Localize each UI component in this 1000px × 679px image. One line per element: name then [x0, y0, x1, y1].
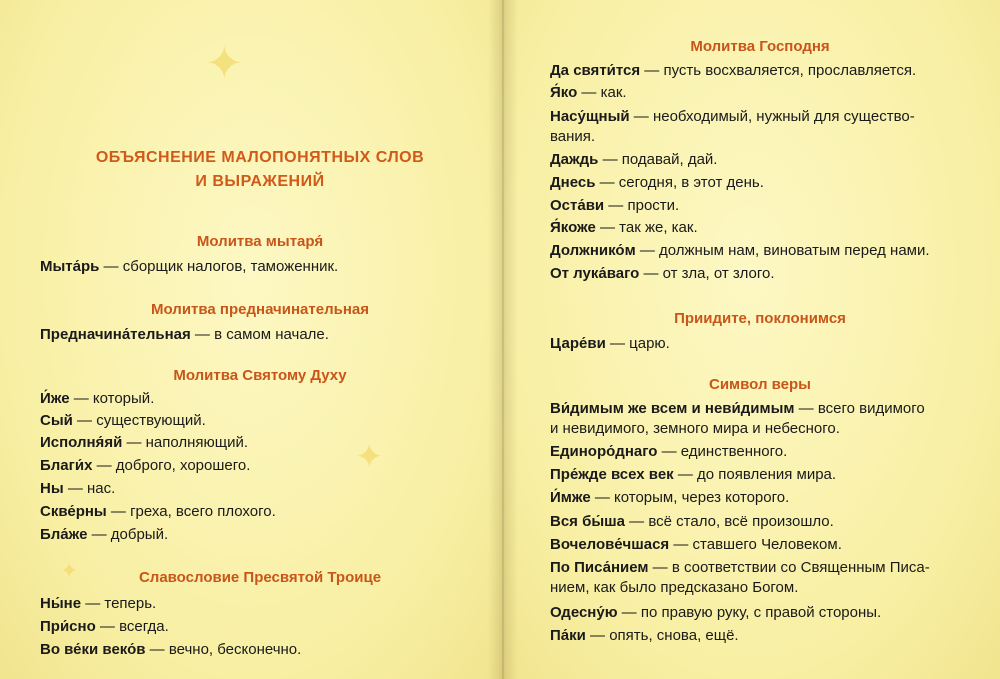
entry-definition: — доброго, хорошего.: [92, 457, 251, 474]
entry-definition: — всё стало, всё произошло.: [625, 513, 834, 530]
entry-term: Единоро́днаго: [550, 443, 658, 460]
entry-term: Царе́ви: [550, 335, 606, 352]
glossary-entry: [550, 442, 787, 462]
entry-term: Мыта́рь: [40, 258, 100, 275]
entry-term: Днесь: [550, 174, 596, 191]
glossary-entry: [40, 433, 248, 453]
entry-term: И́же: [40, 390, 70, 407]
star-decoration: ✦: [355, 438, 384, 476]
glossary-entry: [550, 61, 916, 81]
glossary-entry: [550, 399, 925, 439]
entry-term: Даждь: [550, 151, 599, 168]
section-heading: Молитва мытаря́: [196, 233, 324, 250]
section-heading: Молитва Святому Духу: [173, 367, 347, 384]
entry-term: Бла́же: [40, 526, 88, 543]
entry-definition: — должным нам, виноватым перед нами.: [635, 242, 930, 259]
right-page: [500, 0, 1000, 679]
entry-definition: — в соответствии со Священным Писа-: [648, 559, 930, 576]
entry-definition: — сборщик налогов, таможенник.: [99, 258, 339, 275]
entry-continuation: и невидимого, земного мира и небесного.: [550, 420, 840, 437]
glossary-entry: [40, 640, 301, 660]
glossary-entry: [550, 150, 717, 170]
glossary-entry: [550, 626, 739, 646]
entry-definition: — опять, снова, ещё.: [585, 627, 739, 644]
entry-term: Скве́рны: [40, 503, 107, 520]
entry-definition: — до появления мира.: [673, 466, 837, 483]
section-heading: Молитва предначинательная: [151, 301, 369, 318]
glossary-entry: [40, 456, 250, 476]
entry-term: По Писа́нием: [550, 559, 649, 576]
entry-term: Пре́жде всех век: [550, 466, 674, 483]
entry-term: Да святи́тся: [550, 62, 641, 79]
entry-term: Одесну́ю: [550, 604, 618, 621]
glossary-entry: [550, 334, 670, 354]
entry-term: Должнико́м: [550, 242, 636, 259]
entry-definition: — единственного.: [657, 443, 788, 460]
glossary-entry: [550, 535, 842, 555]
glossary-entry: [40, 594, 156, 614]
title-line-1: ОБЪЯСНЕНИЕ МАЛОПОНЯТНЫХ СЛОВ: [95, 149, 425, 166]
glossary-entry: [40, 411, 206, 431]
glossary-entry: [40, 325, 329, 345]
entry-term: Предначина́тельная: [40, 326, 191, 343]
glossary-entry: [550, 196, 679, 216]
entry-term: Оста́ви: [550, 197, 605, 214]
entry-term: При́сно: [40, 618, 96, 635]
glossary-entry: [550, 603, 881, 623]
glossary-entry: [40, 257, 338, 277]
entry-definition: — от зла, от злого.: [639, 265, 775, 282]
glossary-entry: [550, 465, 836, 485]
entry-definition: — пусть восхваляется, прославляется.: [640, 62, 917, 79]
entry-definition: — царю.: [605, 335, 670, 352]
entry-continuation: нием, как было предсказано Богом.: [550, 579, 799, 596]
entry-definition: — так же, как.: [595, 219, 698, 236]
entry-term: Ны́не: [40, 595, 82, 612]
entry-term: Вся бы́ша: [550, 513, 626, 530]
entry-definition: — в самом начале.: [190, 326, 329, 343]
glossary-entry: [40, 617, 169, 637]
entry-term: Сый: [40, 412, 73, 429]
entry-term: От лука́ваго: [550, 265, 640, 282]
entry-term: Ви́димым же всем и неви́димым: [550, 400, 795, 417]
glossary-entry: [550, 512, 834, 532]
star-decoration: ✦: [60, 558, 79, 583]
entry-term: И́мже: [550, 489, 591, 506]
glossary-entry: [40, 389, 154, 409]
entry-term: Благи́х: [40, 457, 93, 474]
entry-term: Ны: [40, 480, 64, 497]
entry-definition: — прости.: [604, 197, 680, 214]
glossary-entry: [550, 264, 775, 284]
entry-definition: — которым, через которого.: [590, 489, 790, 506]
star-decoration: ✦: [205, 37, 244, 89]
entry-continuation: вания.: [550, 128, 596, 145]
page-title: [40, 146, 480, 194]
entry-definition: — подавай, дай.: [598, 151, 718, 168]
entry-definition: — по правую руку, с правой стороны.: [617, 604, 882, 621]
section-heading: Славословие Пресвятой Троице: [138, 569, 382, 586]
glossary-entry: [550, 488, 789, 508]
entry-term: Я́ко: [550, 84, 578, 101]
section-heading: Символ веры: [709, 376, 811, 393]
entry-definition: — наполняющий.: [122, 434, 249, 451]
entry-term: Я́коже: [550, 219, 596, 236]
entry-definition: — ставшего Человеком.: [669, 536, 842, 553]
glossary-entry: [550, 83, 627, 103]
entry-term: Па́ки: [550, 627, 586, 644]
entry-definition: — нас.: [63, 480, 116, 497]
entry-definition: — всего видимого: [794, 400, 925, 417]
book-gutter: [488, 0, 518, 679]
entry-term: Исполня́яй: [40, 434, 123, 451]
entry-definition: — существующий.: [72, 412, 206, 429]
entry-definition: — как.: [577, 84, 627, 101]
entry-term: Во ве́ки веко́в: [40, 641, 146, 658]
entry-definition: — всегда.: [95, 618, 169, 635]
entry-definition: — греха, всего плохого.: [106, 503, 276, 520]
glossary-entry: [550, 107, 915, 147]
entry-definition: — вечно, бесконечно.: [145, 641, 302, 658]
entry-definition: — теперь.: [81, 595, 157, 612]
glossary-entry: [40, 502, 276, 522]
section-heading: Приидите, поклонимся: [674, 310, 846, 327]
section-heading: Молитва Господня: [690, 38, 830, 55]
title-line-2: И ВЫРАЖЕНИЙ: [195, 173, 325, 190]
entry-term: Насу́щный: [550, 108, 630, 125]
entry-definition: — который.: [69, 390, 155, 407]
entry-definition: — сегодня, в этот день.: [595, 174, 764, 191]
glossary-entry: [550, 173, 764, 193]
entry-definition: — необходимый, нужный для существо-: [629, 108, 915, 125]
glossary-entry: [550, 558, 930, 598]
glossary-entry: [40, 525, 168, 545]
glossary-entry: [550, 241, 930, 261]
entry-definition: — добрый.: [87, 526, 169, 543]
glossary-entry: [550, 218, 698, 238]
entry-term: Вочелове́чшася: [550, 536, 670, 553]
glossary-entry: [40, 479, 115, 499]
